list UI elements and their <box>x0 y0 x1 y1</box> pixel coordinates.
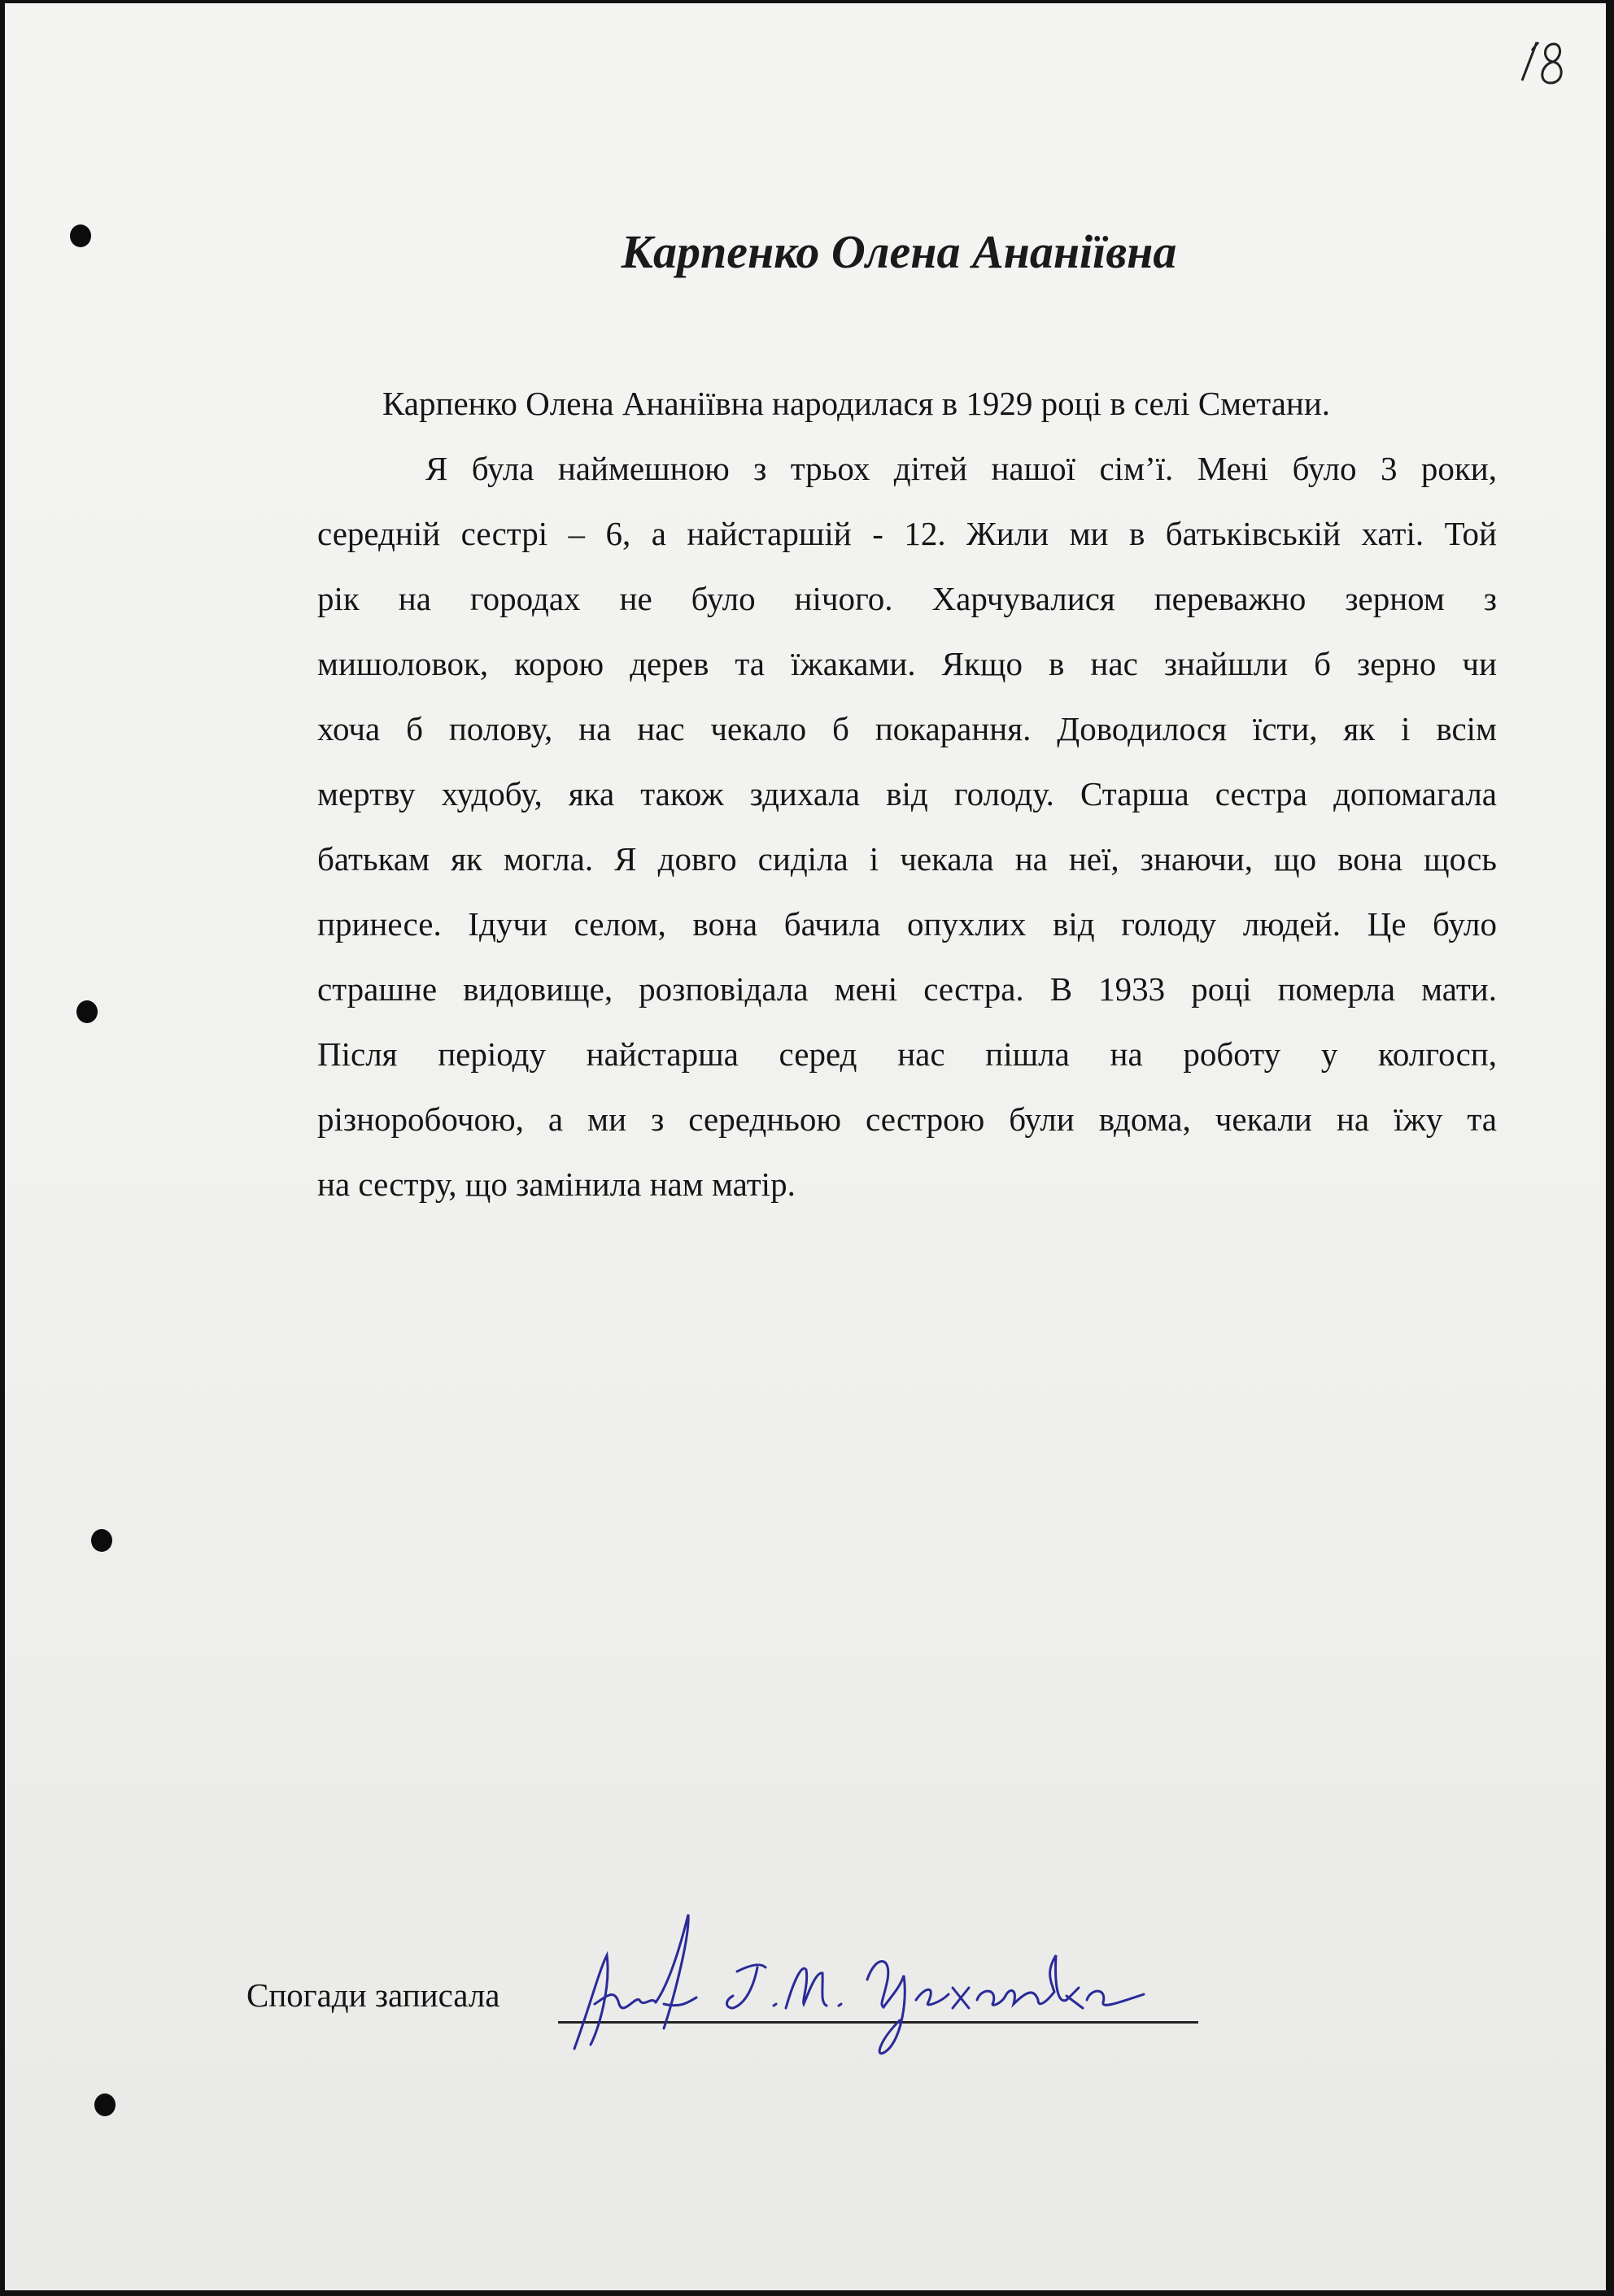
punch-hole <box>76 1000 98 1023</box>
text-line: на сестру, що замінила нам матір. <box>317 1165 796 1203</box>
text-line: принесе. Ідучи селом, вона бачила опухлих від голоду людей. Це було <box>317 905 1497 943</box>
handwritten-page-number <box>1514 36 1571 93</box>
text-line: батькам як могла. Я довго сиділа і чекала на неї, знаючи, що вона щось <box>317 840 1497 878</box>
punch-hole <box>94 2093 116 2116</box>
text-line: рік на городах не було нічого. Харчувалися переважно зерном з <box>317 580 1497 617</box>
recorded-by-label: Спогади записала <box>246 1976 500 2014</box>
document-page <box>5 3 1606 2290</box>
text-line: Я була наймешною з трьох дітей нашої сім’ї. Мені було 3 роки, <box>425 450 1497 487</box>
document-title: Карпенко Олена Ананіївна <box>621 225 1177 278</box>
text-line: різноробочою, а ми з середньою сестрою були вдома, чекали на їжу та <box>317 1100 1497 1138</box>
text-line: Карпенко Олена Ананіївна народилася в 1929 році в селі Сметани. <box>382 385 1331 422</box>
punch-hole <box>91 1529 112 1552</box>
handwritten-signature <box>558 1906 1209 2061</box>
text-line: середній сестрі – 6, а найстаршій - 12. Жили ми в батьківській хаті. Той <box>317 515 1497 552</box>
text-line: хоча б полову, на нас чекало б покарання. Доводилося їсти, як і всім <box>317 710 1497 747</box>
document-body <box>317 371 1497 1217</box>
text-line: страшне видовище, розповідала мені сестра. В 1933 році померла мати. <box>317 970 1497 1008</box>
paragraph <box>317 436 1497 1217</box>
text-line: мишоловок, корою дерев та їжаками. Якщо в нас знайшли б зерно чи <box>317 645 1497 682</box>
text-line: мертву худобу, яка також здихала від голоду. Старша сестра допомагала <box>317 775 1497 813</box>
paragraph <box>317 371 1497 436</box>
text-line: Після періоду найстарша серед нас пішла на роботу у колгосп, <box>317 1035 1497 1073</box>
